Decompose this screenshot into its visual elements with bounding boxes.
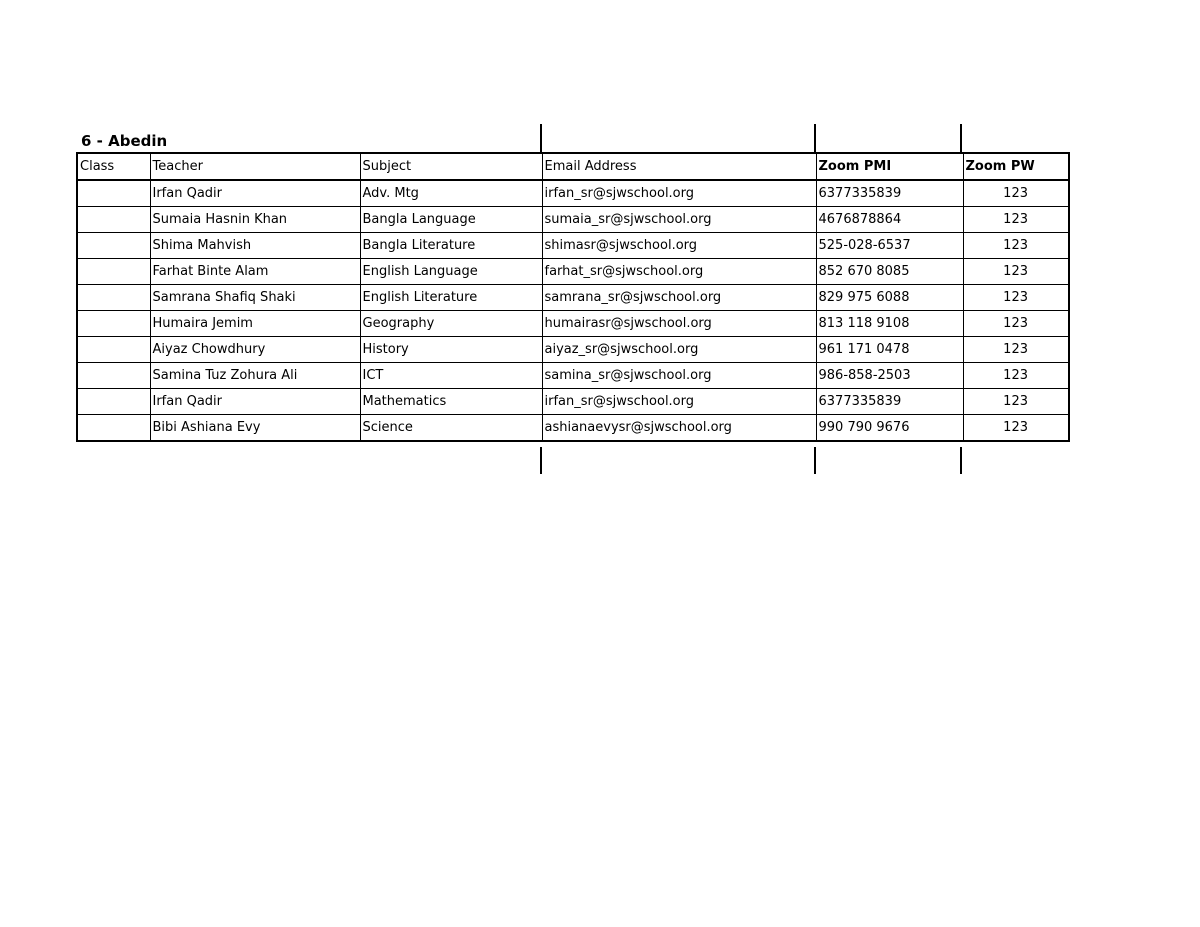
- cell-class: [77, 285, 150, 311]
- cell-email: irfan_sr@sjwschool.org: [542, 389, 816, 415]
- cell-subject: Geography: [360, 311, 542, 337]
- cell-zoom-pmi: 6377335839: [816, 180, 963, 207]
- cell-email: shimasr@sjwschool.org: [542, 233, 816, 259]
- table-row: [77, 233, 1069, 259]
- cell-class: [77, 311, 150, 337]
- table-row: [77, 180, 1069, 207]
- cell-email: ashianaevysr@sjwschool.org: [542, 415, 816, 442]
- teacher-roster-table: [76, 152, 1070, 442]
- column-header-teacher: Teacher: [150, 153, 360, 180]
- cell-zoom-pmi: 6377335839: [816, 389, 963, 415]
- column-rule-bottom: [960, 447, 962, 474]
- column-header-class: Class: [77, 153, 150, 180]
- cell-subject: Adv. Mtg: [360, 180, 542, 207]
- cell-class: [77, 207, 150, 233]
- cell-teacher: Samrana Shafiq Shaki: [150, 285, 360, 311]
- cell-subject: English Literature: [360, 285, 542, 311]
- cell-zoom-pmi: 852 670 8085: [816, 259, 963, 285]
- page-title: 6 - Abedin: [81, 132, 168, 150]
- cell-zoom-pmi: 961 171 0478: [816, 337, 963, 363]
- column-rule-top: [540, 124, 542, 153]
- cell-zoom-pw: 123: [963, 363, 1069, 389]
- column-header-email: Email Address: [542, 153, 816, 180]
- cell-subject: Mathematics: [360, 389, 542, 415]
- cell-zoom-pw: 123: [963, 207, 1069, 233]
- cell-email: samrana_sr@sjwschool.org: [542, 285, 816, 311]
- table-row: [77, 311, 1069, 337]
- cell-subject: History: [360, 337, 542, 363]
- cell-teacher: Farhat Binte Alam: [150, 259, 360, 285]
- table-header-row: [77, 153, 1069, 180]
- cell-teacher: Sumaia Hasnin Khan: [150, 207, 360, 233]
- column-rule-bottom: [814, 447, 816, 474]
- cell-zoom-pw: 123: [963, 285, 1069, 311]
- cell-subject: Bangla Literature: [360, 233, 542, 259]
- column-rule-top: [960, 124, 962, 153]
- cell-teacher: Humaira Jemim: [150, 311, 360, 337]
- cell-zoom-pw: 123: [963, 233, 1069, 259]
- table-row: [77, 363, 1069, 389]
- cell-zoom-pmi: 990 790 9676: [816, 415, 963, 442]
- cell-class: [77, 415, 150, 442]
- cell-zoom-pw: 123: [963, 180, 1069, 207]
- cell-teacher: Aiyaz Chowdhury: [150, 337, 360, 363]
- column-header-zoom-pw: Zoom PW: [963, 153, 1069, 180]
- table-row: [77, 415, 1069, 442]
- column-header-subject: Subject: [360, 153, 542, 180]
- cell-zoom-pmi: 4676878864: [816, 207, 963, 233]
- cell-zoom-pw: 123: [963, 337, 1069, 363]
- cell-email: samina_sr@sjwschool.org: [542, 363, 816, 389]
- cell-subject: ICT: [360, 363, 542, 389]
- cell-zoom-pmi: 986-858-2503: [816, 363, 963, 389]
- cell-subject: Bangla Language: [360, 207, 542, 233]
- cell-zoom-pmi: 813 118 9108: [816, 311, 963, 337]
- cell-zoom-pw: 123: [963, 389, 1069, 415]
- cell-email: irfan_sr@sjwschool.org: [542, 180, 816, 207]
- cell-class: [77, 233, 150, 259]
- cell-teacher: Samina Tuz Zohura Ali: [150, 363, 360, 389]
- cell-subject: Science: [360, 415, 542, 442]
- cell-class: [77, 180, 150, 207]
- table-row: [77, 285, 1069, 311]
- cell-subject: English Language: [360, 259, 542, 285]
- cell-teacher: Shima Mahvish: [150, 233, 360, 259]
- table-row: [77, 207, 1069, 233]
- cell-zoom-pmi: 829 975 6088: [816, 285, 963, 311]
- column-rule-bottom: [540, 447, 542, 474]
- cell-teacher: Bibi Ashiana Evy: [150, 415, 360, 442]
- column-rule-top: [814, 124, 816, 153]
- cell-zoom-pw: 123: [963, 415, 1069, 442]
- cell-email: sumaia_sr@sjwschool.org: [542, 207, 816, 233]
- cell-class: [77, 259, 150, 285]
- cell-teacher: Irfan Qadir: [150, 180, 360, 207]
- cell-zoom-pw: 123: [963, 311, 1069, 337]
- cell-email: farhat_sr@sjwschool.org: [542, 259, 816, 285]
- cell-teacher: Irfan Qadir: [150, 389, 360, 415]
- cell-email: humairasr@sjwschool.org: [542, 311, 816, 337]
- cell-zoom-pmi: 525-028-6537: [816, 233, 963, 259]
- cell-class: [77, 337, 150, 363]
- table-row: [77, 259, 1069, 285]
- cell-email: aiyaz_sr@sjwschool.org: [542, 337, 816, 363]
- table-row: [77, 389, 1069, 415]
- cell-class: [77, 389, 150, 415]
- column-header-zoom-pmi: Zoom PMI: [816, 153, 963, 180]
- table-row: [77, 337, 1069, 363]
- cell-class: [77, 363, 150, 389]
- cell-zoom-pw: 123: [963, 259, 1069, 285]
